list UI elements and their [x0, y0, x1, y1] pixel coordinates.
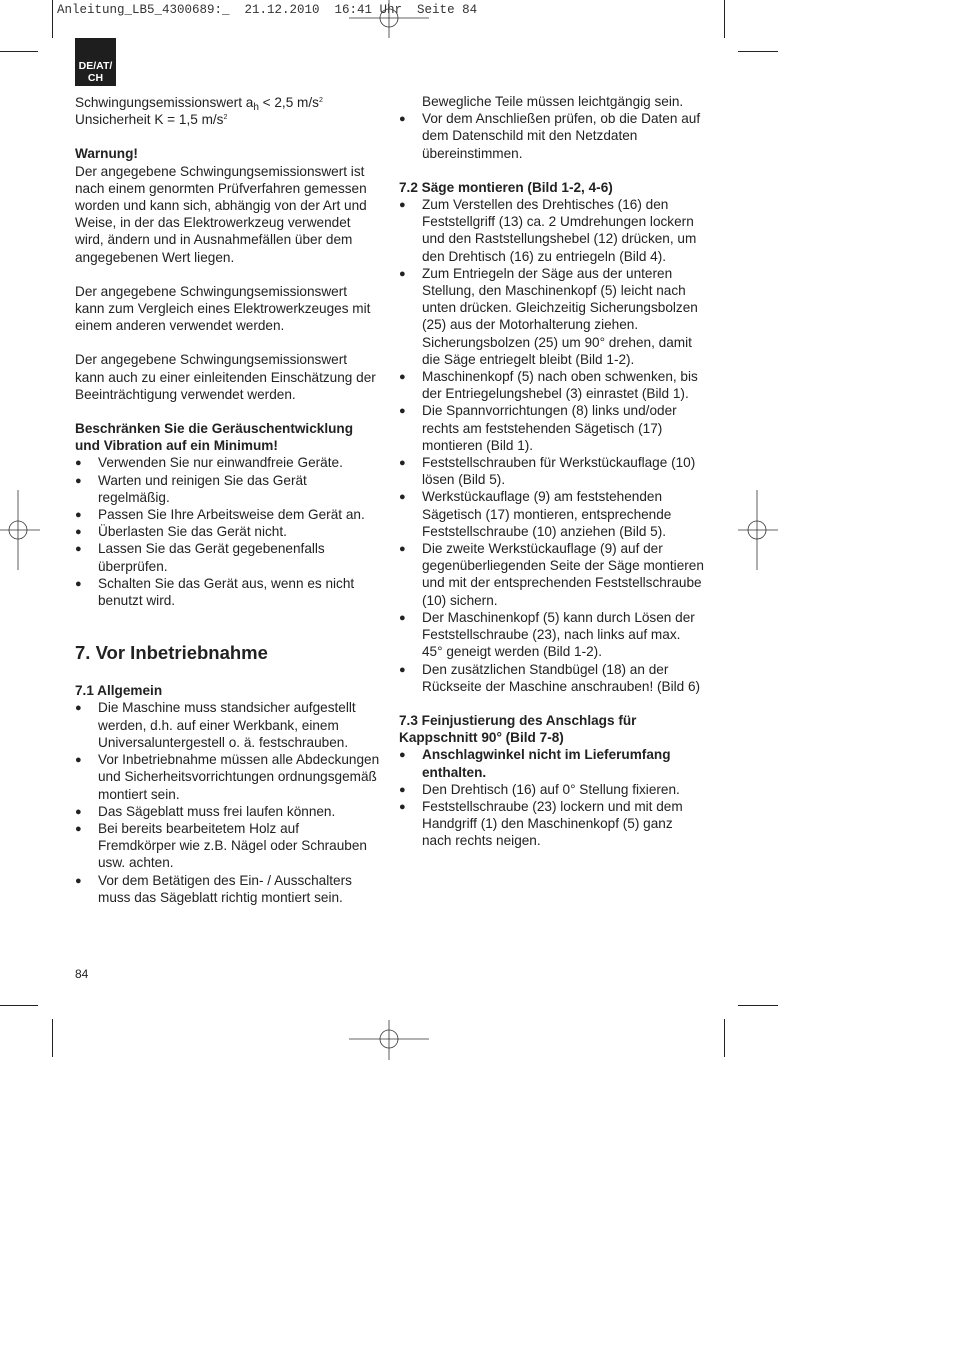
- section-title: 7. Vor Inbetriebnahme: [75, 642, 268, 664]
- crop-mark: [738, 51, 778, 52]
- list-item: ● Das Sägeblatt muss frei laufen können.: [75, 803, 380, 820]
- crop-mark: [724, 1019, 725, 1057]
- list-item: ● Den zusätzlichen Standbügel (18) an der Rückseite der Maschine anschrauben! (Bild 6): [399, 661, 704, 695]
- registration-mark-icon: [349, 0, 429, 40]
- list-item: ● Die Spannvorrichtungen (8) links und/oder rechts am feststehenden Sägetisch (17) montieren (Bild 1).: [399, 402, 704, 454]
- left-column: [75, 94, 380, 906]
- warning-heading: Warnung!: [75, 146, 138, 162]
- list-item: ● Zum Verstellen des Drehtisches (16) den Feststellgriff (13) ca. 2 Umdrehungen lockern und den Raststellungshebel (12) drücken, um den Drehtisch (16) zu entriegeln (Bild 4).: [399, 196, 704, 265]
- list-item: ● Vor Inbetriebnahme müssen alle Abdeckungen und Sicherheitsvorrichtungen ordnungsgemäß montiert sein.: [75, 751, 380, 803]
- crop-mark: [0, 51, 38, 52]
- list-item: ● Schalten Sie das Gerät aus, wenn es nicht benutzt wird.: [75, 575, 380, 609]
- vibration-value: Schwingungsemissionswert $a_h < 2,5$ $m/s^2$: [75, 95, 323, 113]
- subsection-heading: 7.1 Allgemein: [75, 683, 163, 699]
- list-item: ● Passen Sie Ihre Arbeitsweise dem Gerät an.: [75, 506, 380, 523]
- list-item: ● Zum Entriegeln der Säge aus der unteren Stellung, den Maschinenkopf (5) leicht nach unten drücken. Gleichzeitig Sicherungsbolzen (25) aus der Motorhalterung ziehen. Sicherungsbolzen (25) um 90° drehen, damit die Säge entriegelt bleibt (Bild 1-2).: [399, 265, 704, 368]
- registration-mark-icon: [0, 490, 40, 570]
- list-item: ● Vor dem Betätigen des Ein- / Ausschalters muss das Sägeblatt richtig montiert sein.: [75, 872, 380, 906]
- uncertainty-value: Unsicherheit K = 1,5 $m/s^2$: [75, 112, 228, 128]
- crop-mark: [52, 0, 53, 38]
- page-number: 84: [75, 967, 89, 981]
- language-tab-line1: DE/AT/: [78, 60, 113, 72]
- language-tab: [75, 38, 116, 86]
- assembly-list: [399, 196, 704, 695]
- continued-list: [399, 110, 704, 162]
- reduce-heading: Beschränken Sie die Geräuschentwicklung und Vibration auf ein Minimum!: [75, 421, 354, 454]
- crop-mark: [738, 1005, 778, 1006]
- list-item: ● Den Drehtisch (16) auf 0° Stellung fixieren.: [399, 781, 704, 798]
- subsection-heading: 7.2 Säge montieren (Bild 1-2, 4-6): [399, 179, 613, 195]
- crop-mark: [0, 1005, 38, 1006]
- list-item: ● Die Maschine muss standsicher aufgestellt werden, d.h. auf einer Werkbank, einem Universaluntergestell o. ä. festschrauben.: [75, 699, 380, 751]
- subsection-heading: 7.3 Feinjustierung des Anschlags für Kappschnitt 90° (Bild 7-8): [399, 712, 637, 746]
- list-item: ● Warten und reinigen Sie das Gerät regelmäßig.: [75, 472, 380, 506]
- continued-text: Bewegliche Teile müssen leichtgängig sein.: [422, 94, 684, 109]
- crop-mark: [52, 1019, 53, 1057]
- list-item: ● Vor dem Anschließen prüfen, ob die Daten auf dem Datenschild mit den Netzdaten übereinstimmen.: [399, 110, 704, 162]
- registration-mark-icon: [349, 1020, 429, 1060]
- list-item: ● Anschlagwinkel nicht im Lieferumfang enthalten.: [399, 746, 704, 780]
- print-slug: Anleitung_LB5_4300689:_ 21.12.2010 16:41 Uhr Seite 84: [57, 3, 478, 17]
- right-column: [399, 93, 704, 850]
- language-tab-line2: CH: [87, 72, 104, 84]
- paragraph: Der angegebene Schwingungsemissionswert kann auch zu einer einleitenden Einschätzung der Beeinträchtigung verwendet werden.: [75, 352, 376, 402]
- adjustment-list: [399, 746, 704, 849]
- registration-mark-icon: [738, 490, 778, 570]
- list-item: ● Feststellschraube (23) lockern und mit dem Handgriff (1) den Maschinenkopf (5) ganz nach rechts neigen.: [399, 798, 704, 850]
- list-item: ● Bei bereits bearbeitetem Holz auf Fremdkörper wie z.B. Nägel oder Schrauben usw. achten.: [75, 820, 380, 872]
- list-item: ● Maschinenkopf (5) nach oben schwenken, bis der Entriegelungshebel (3) einrastet (Bild 1).: [399, 368, 704, 402]
- general-list: [75, 699, 380, 905]
- reduce-list: [75, 454, 380, 609]
- list-item: ● Die zweite Werkstückauflage (9) auf der gegenüberliegenden Seite der Säge montieren und mit der entsprechenden Feststellschraube (10) sichern.: [399, 540, 704, 609]
- list-item: ● Der Maschinenkopf (5) kann durch Lösen der Feststellschraube (23), nach links auf max. 45° geneigt werden (Bild 1-2).: [399, 609, 704, 661]
- paragraph: Der angegebene Schwingungsemissionswert kann zum Vergleich eines Elektrowerkzeuges mit einem anderen verwendet werden.: [75, 283, 371, 334]
- crop-mark: [724, 0, 725, 38]
- warning-text: Der angegebene Schwingungsemissionswert ist nach einem genormten Prüfverfahren gemessen worden und kann sich, abhängig von der Art und Weise, in der das Elektrowerkzeug verwendet wird, ändern und in Ausnahmefällen über dem angegebenen Wert liegen.: [75, 163, 367, 265]
- list-item: ● Verwenden Sie nur einwandfreie Geräte.: [75, 454, 380, 471]
- list-item: ● Werkstückauflage (9) am feststehenden Sägetisch (17) montieren, entsprechende Feststellschraube (10) anziehen (Bild 5).: [399, 488, 704, 540]
- list-item: ● Überlasten Sie das Gerät nicht.: [75, 523, 380, 540]
- list-item: ● Feststellschrauben für Werkstückauflage (10) lösen (Bild 5).: [399, 454, 704, 488]
- list-item: ● Lassen Sie das Gerät gegebenenfalls überprüfen.: [75, 540, 380, 574]
